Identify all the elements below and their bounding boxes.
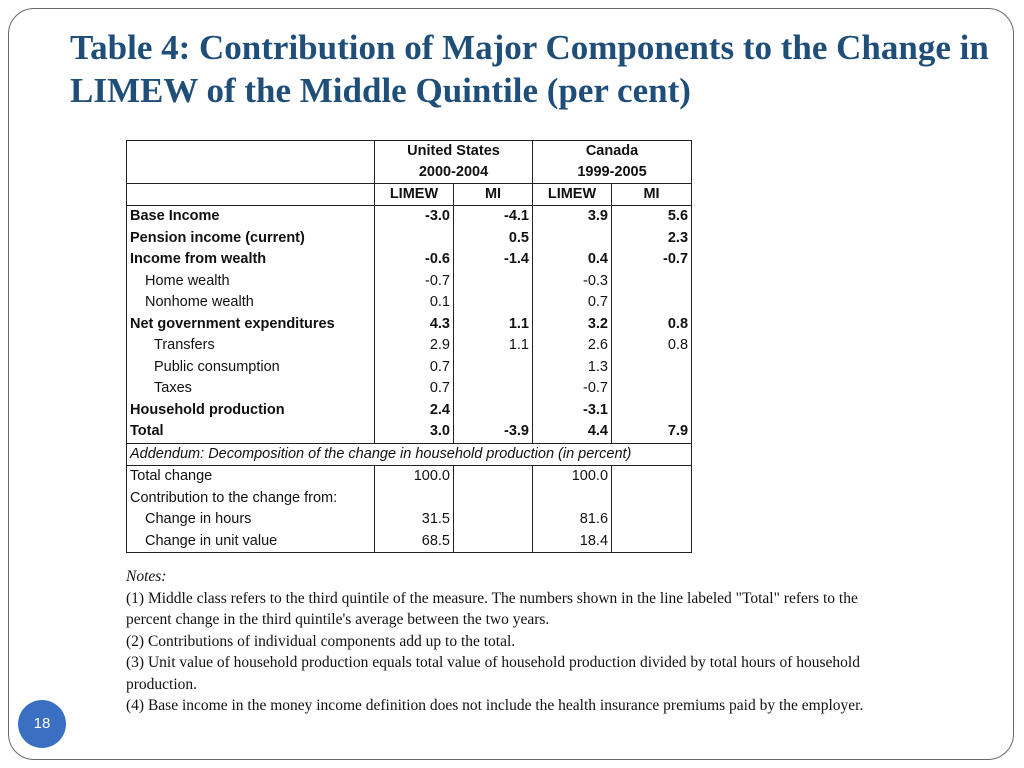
ca-mi-cell: 5.6 xyxy=(612,206,692,228)
row-label-cell: Contribution to the change from: xyxy=(127,488,375,510)
ca-limew-cell: 1.3 xyxy=(533,357,612,379)
us-limew-cell: 0.7 xyxy=(375,357,454,379)
header-us-period: 2000-2004 xyxy=(375,162,533,184)
table-body-main xyxy=(127,206,692,444)
us-limew-cell xyxy=(375,488,454,510)
addendum-row xyxy=(127,443,692,466)
table-row xyxy=(127,488,692,510)
us-mi-cell xyxy=(454,271,533,293)
ca-limew-cell: 0.4 xyxy=(533,249,612,271)
us-mi-cell xyxy=(454,400,533,422)
row-label-cell: Household production xyxy=(127,400,375,422)
us-mi-cell: 0.5 xyxy=(454,228,533,250)
ca-mi-cell xyxy=(612,357,692,379)
us-limew-cell: 31.5 xyxy=(375,509,454,531)
table-row xyxy=(127,531,692,553)
header-us-mi: MI xyxy=(454,184,533,206)
row-label-cell: Change in unit value xyxy=(127,531,375,553)
table-row xyxy=(127,228,692,250)
us-limew-cell: 3.0 xyxy=(375,421,454,443)
table-row xyxy=(127,249,692,271)
ca-limew-cell: 100.0 xyxy=(533,466,612,488)
ca-limew-cell: 18.4 xyxy=(533,531,612,553)
table-body-addendum-rows xyxy=(127,466,692,553)
ca-limew-cell: 0.7 xyxy=(533,292,612,314)
header-row-measures xyxy=(127,184,692,206)
slide-title: Table 4: Contribution of Major Components to the Change in LIMEW of the Middle Quintile (per cent) xyxy=(70,28,989,110)
header-row-country xyxy=(127,141,692,163)
notes-heading: Notes: xyxy=(126,568,167,585)
row-label-cell: Home wealth xyxy=(127,271,375,293)
ca-limew-cell xyxy=(533,228,612,250)
data-table xyxy=(126,140,692,553)
ca-mi-cell: 2.3 xyxy=(612,228,692,250)
us-mi-cell: -1.4 xyxy=(454,249,533,271)
us-mi-cell: -4.1 xyxy=(454,206,533,228)
note-item: (4) Base income in the money income definition does not include the health insurance premiums paid by the employer. xyxy=(126,697,864,714)
us-limew-cell: -3.0 xyxy=(375,206,454,228)
ca-limew-cell: 2.6 xyxy=(533,335,612,357)
row-label-cell: Total xyxy=(127,421,375,443)
us-mi-cell xyxy=(454,292,533,314)
ca-mi-cell: 0.8 xyxy=(612,314,692,336)
us-mi-cell xyxy=(454,531,533,553)
ca-mi-cell xyxy=(612,509,692,531)
us-mi-cell xyxy=(454,357,533,379)
header-ca-period: 1999-2005 xyxy=(533,162,692,184)
ca-limew-cell: 81.6 xyxy=(533,509,612,531)
row-label-cell: Change in hours xyxy=(127,509,375,531)
us-limew-cell: 2.9 xyxy=(375,335,454,357)
addendum-label: Addendum: Decomposition of the change in household production (in percent) xyxy=(127,443,692,466)
us-mi-cell: 1.1 xyxy=(454,335,533,357)
row-label-cell: Pension income (current) xyxy=(127,228,375,250)
note-item: (1) Middle class refers to the third quintile of the measure. The numbers shown in the line labeled "Total" refers to the percent change in the third quintile's average between the two years. xyxy=(126,589,858,628)
us-limew-cell: 0.7 xyxy=(375,378,454,400)
ca-mi-cell xyxy=(612,378,692,400)
header-us-country: United States xyxy=(375,141,533,163)
us-limew-cell: -0.7 xyxy=(375,271,454,293)
note-item: (3) Unit value of household production equals total value of household production divided by total hours of household production. xyxy=(126,654,860,693)
us-limew-cell xyxy=(375,228,454,250)
table-row xyxy=(127,292,692,314)
us-mi-cell xyxy=(454,488,533,510)
us-mi-cell: 1.1 xyxy=(454,314,533,336)
row-label-cell: Public consumption xyxy=(127,357,375,379)
us-mi-cell: -3.9 xyxy=(454,421,533,443)
table-body-addendum xyxy=(127,443,692,466)
ca-limew-cell: 4.4 xyxy=(533,421,612,443)
header-ca-mi: MI xyxy=(612,184,692,206)
data-table-container xyxy=(126,140,691,553)
us-mi-cell xyxy=(454,378,533,400)
note-item: (2) Contributions of individual components add up to the total. xyxy=(126,632,516,650)
ca-mi-cell: -0.7 xyxy=(612,249,692,271)
row-label-cell: Base Income xyxy=(127,206,375,228)
table-row xyxy=(127,378,692,400)
ca-mi-cell xyxy=(612,466,692,488)
row-label-cell: Total change xyxy=(127,466,375,488)
row-label-cell: Nonhome wealth xyxy=(127,292,375,314)
ca-limew-cell: 3.9 xyxy=(533,206,612,228)
ca-limew-cell xyxy=(533,488,612,510)
ca-mi-cell xyxy=(612,531,692,553)
ca-limew-cell: 3.2 xyxy=(533,314,612,336)
header-row-period xyxy=(127,162,692,184)
row-label-cell: Transfers xyxy=(127,335,375,357)
us-limew-cell: 4.3 xyxy=(375,314,454,336)
table-row xyxy=(127,421,692,443)
page-number-badge: 18 xyxy=(18,700,66,748)
us-mi-cell xyxy=(454,466,533,488)
ca-limew-cell: -0.7 xyxy=(533,378,612,400)
us-mi-cell xyxy=(454,509,533,531)
table-row xyxy=(127,357,692,379)
header-ca-country: Canada xyxy=(533,141,692,163)
row-label-cell: Income from wealth xyxy=(127,249,375,271)
header-ca-limew: LIMEW xyxy=(533,184,612,206)
header-blank-cell xyxy=(127,162,375,184)
us-limew-cell: 0.1 xyxy=(375,292,454,314)
table-row xyxy=(127,335,692,357)
row-label-cell: Net government expenditures xyxy=(127,314,375,336)
table-row xyxy=(127,206,692,228)
table-row xyxy=(127,466,692,488)
table-row xyxy=(127,509,692,531)
ca-mi-cell: 7.9 xyxy=(612,421,692,443)
notes-section xyxy=(126,566,906,717)
header-us-limew: LIMEW xyxy=(375,184,454,206)
us-limew-cell: 2.4 xyxy=(375,400,454,422)
ca-limew-cell: -0.3 xyxy=(533,271,612,293)
header-blank-cell xyxy=(127,141,375,163)
row-label-cell: Taxes xyxy=(127,378,375,400)
ca-mi-cell xyxy=(612,400,692,422)
ca-mi-cell: 0.8 xyxy=(612,335,692,357)
table-row xyxy=(127,271,692,293)
table-row xyxy=(127,314,692,336)
us-limew-cell: 68.5 xyxy=(375,531,454,553)
table-row xyxy=(127,400,692,422)
ca-limew-cell: -3.1 xyxy=(533,400,612,422)
ca-mi-cell xyxy=(612,488,692,510)
header-blank-cell xyxy=(127,184,375,206)
ca-mi-cell xyxy=(612,271,692,293)
us-limew-cell: -0.6 xyxy=(375,249,454,271)
ca-mi-cell xyxy=(612,292,692,314)
us-limew-cell: 100.0 xyxy=(375,466,454,488)
